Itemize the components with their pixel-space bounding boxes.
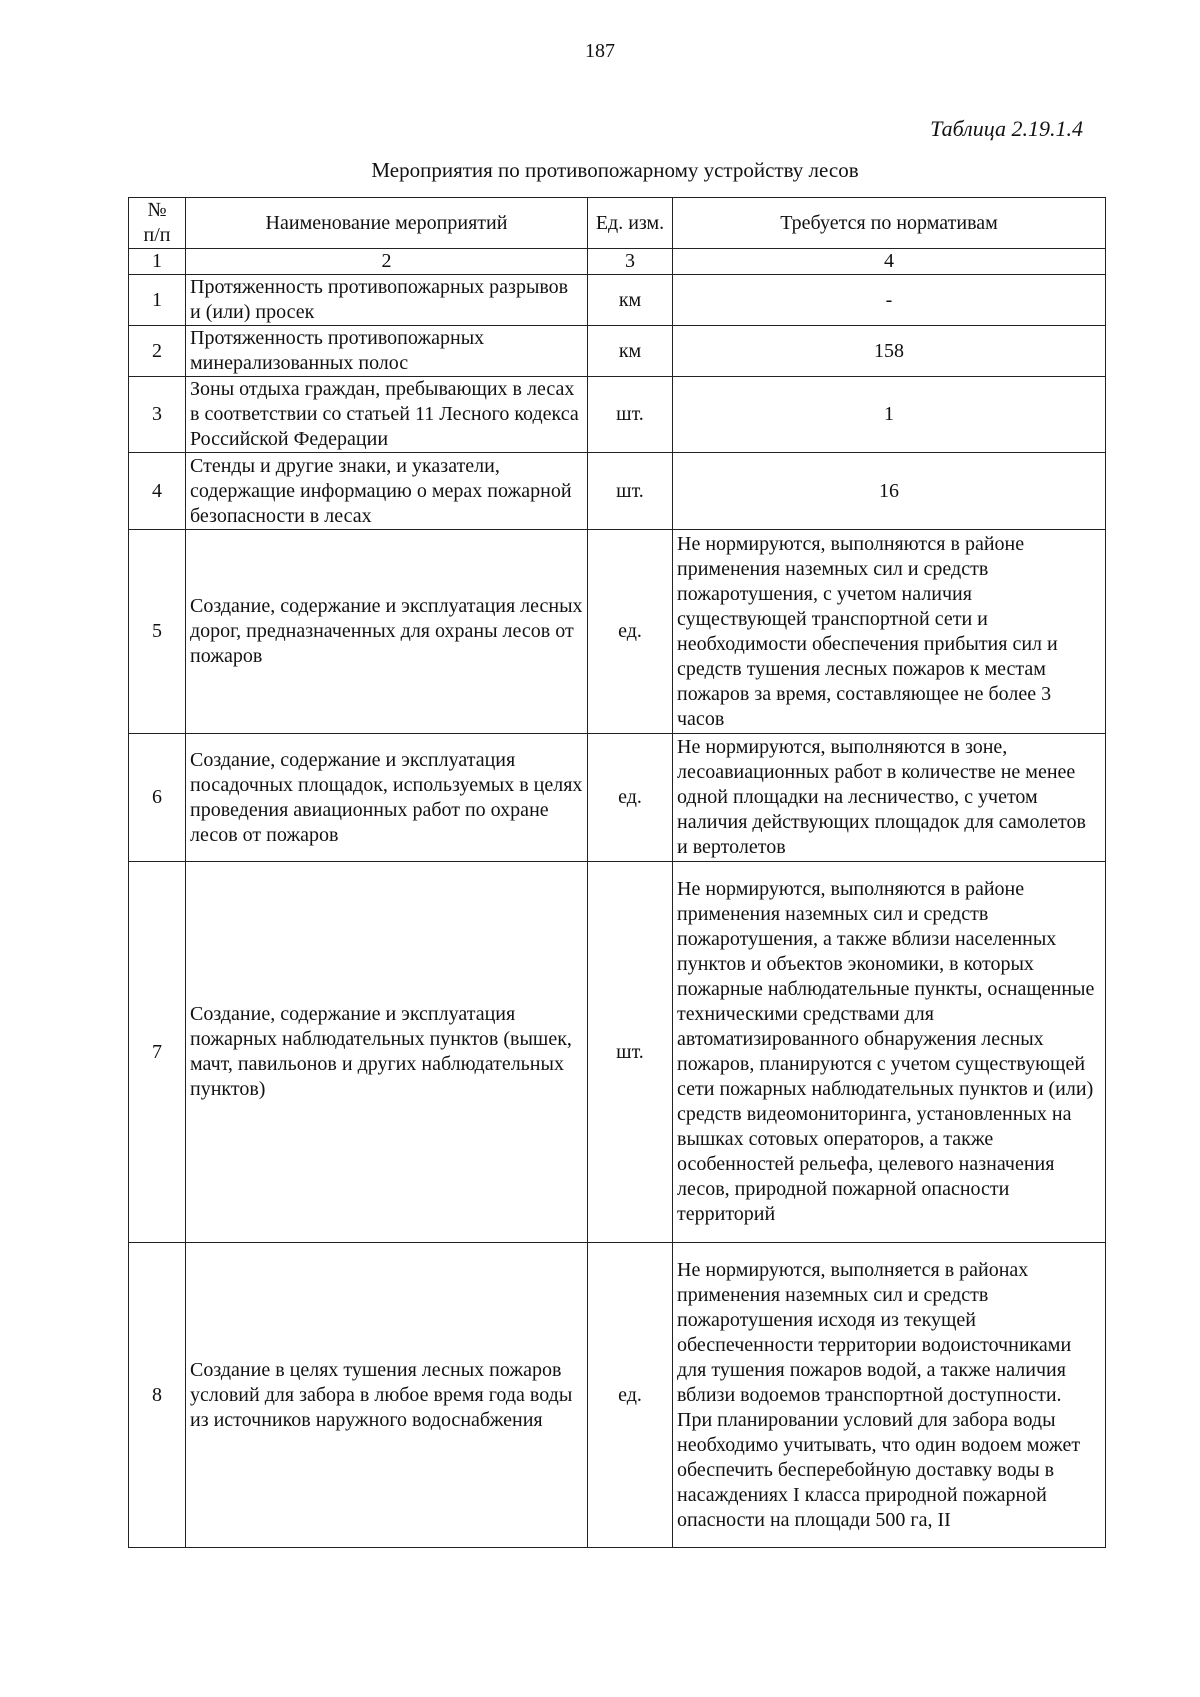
row-num: 2 — [129, 326, 186, 377]
column-number: 4 — [673, 249, 1106, 275]
row-required: Не нормируются, выполняются в районе применения наземных сил и средств пожаротушения, с учетом наличия существующей транспортной сети и необходимости обеспечения прибытия сил и средств тушения лесных пожаров к местам пожаров за время, составляющее не более 3 часов — [673, 530, 1106, 734]
row-num: 7 — [129, 862, 186, 1243]
header-num — [129, 198, 186, 249]
row-required: Не нормируются, выполняется в районах применения наземных сил и средств пожаротушения исходя из текущей обеспеченности территории водоисточниками для тушения пожаров водой, а также наличия вблизи водоемов транспортной доступности. При планировании условий для забора воды необходимо учитывать, что один водоем может обеспечить бесперебойную доставку воды в насаждениях I класса природной пожарной опасности на площади 500 га, II — [673, 1243, 1106, 1548]
table-row — [129, 326, 1106, 377]
row-unit: км — [588, 326, 673, 377]
row-required: Не нормируются, выполняются в районе применения наземных сил и средств пожаротушения, а также вблизи населенных пунктов и объектов экономики, в которых пожарные наблюдательные пункты, оснащенные техническими средствами для автоматизированного обнаружения лесных пожаров, планируются с учетом существующей сети пожарных наблюдательных пунктов и (или) средств видеомониторинга, установленных на вышках сотовых операторов, а также особенностей рельефа, целевого назначения лесов, природной пожарной опасности территорий — [673, 862, 1106, 1243]
table-row — [129, 1243, 1106, 1548]
row-name: Зоны отдыха граждан, пребывающих в лесах в соответствии со статьей 11 Лесного кодекса Российской Федерации — [186, 377, 588, 453]
row-required: 16 — [673, 453, 1106, 530]
row-unit: шт. — [588, 453, 673, 530]
header-name: Наименование мероприятий — [186, 198, 588, 249]
row-name: Стенды и другие знаки, и указатели, содержащие информацию о мерах пожарной безопасности в лесах — [186, 453, 588, 530]
row-unit: шт. — [588, 377, 673, 453]
row-name: Создание, содержание и эксплуатация посадочных площадок, используемых в целях проведения авиационных работ по охране лесов от пожаров — [186, 734, 588, 862]
row-num: 3 — [129, 377, 186, 453]
header-required: Требуется по нормативам — [673, 198, 1106, 249]
row-name: Протяженность противопожарных минерализованных полос — [186, 326, 588, 377]
column-numbers-row — [129, 249, 1106, 275]
table-row — [129, 734, 1106, 862]
row-name: Создание в целях тушения лесных пожаров условий для забора в любое время года воды из источников наружного водоснабжения — [186, 1243, 588, 1548]
table-row — [129, 530, 1106, 734]
header-num-line1: № — [147, 199, 167, 221]
row-unit: ед. — [588, 734, 673, 862]
row-required: 158 — [673, 326, 1106, 377]
row-name: Создание, содержание и эксплуатация пожарных наблюдательных пунктов (вышек, мачт, павильонов и других наблюдательных пунктов) — [186, 862, 588, 1243]
row-num: 6 — [129, 734, 186, 862]
table-row — [129, 862, 1106, 1243]
table-row — [129, 453, 1106, 530]
row-unit: ед. — [588, 1243, 673, 1548]
column-number: 1 — [129, 249, 186, 275]
table-title: Мероприятия по противопожарному устройству лесов — [371, 158, 859, 182]
fire-prevention-table — [128, 197, 1106, 1548]
header-num-line2: п/п — [143, 224, 171, 246]
table-row — [129, 275, 1106, 326]
column-number: 2 — [186, 249, 588, 275]
row-name: Протяженность противопожарных разрывов и (или) просек — [186, 275, 588, 326]
column-number: 3 — [588, 249, 673, 275]
row-num: 8 — [129, 1243, 186, 1548]
row-required: - — [673, 275, 1106, 326]
row-num: 5 — [129, 530, 186, 734]
row-required: Не нормируются, выполняются в зоне, лесоавиационных работ в количестве не менее одной площадки на лесничество, с учетом наличия действующих площадок для самолетов и вертолетов — [673, 734, 1106, 862]
row-name: Создание, содержание и эксплуатация лесных дорог, предназначенных для охраны лесов от пожаров — [186, 530, 588, 734]
row-required: 1 — [673, 377, 1106, 453]
table-header-row — [129, 198, 1106, 249]
row-unit: ед. — [588, 530, 673, 734]
page-number: 187 — [585, 40, 615, 62]
table-row — [129, 377, 1106, 453]
header-unit: Ед. изм. — [588, 198, 673, 249]
row-num: 4 — [129, 453, 186, 530]
row-num: 1 — [129, 275, 186, 326]
row-unit: км — [588, 275, 673, 326]
row-unit: шт. — [588, 862, 673, 1243]
table-label: Таблица 2.19.1.4 — [930, 116, 1083, 141]
